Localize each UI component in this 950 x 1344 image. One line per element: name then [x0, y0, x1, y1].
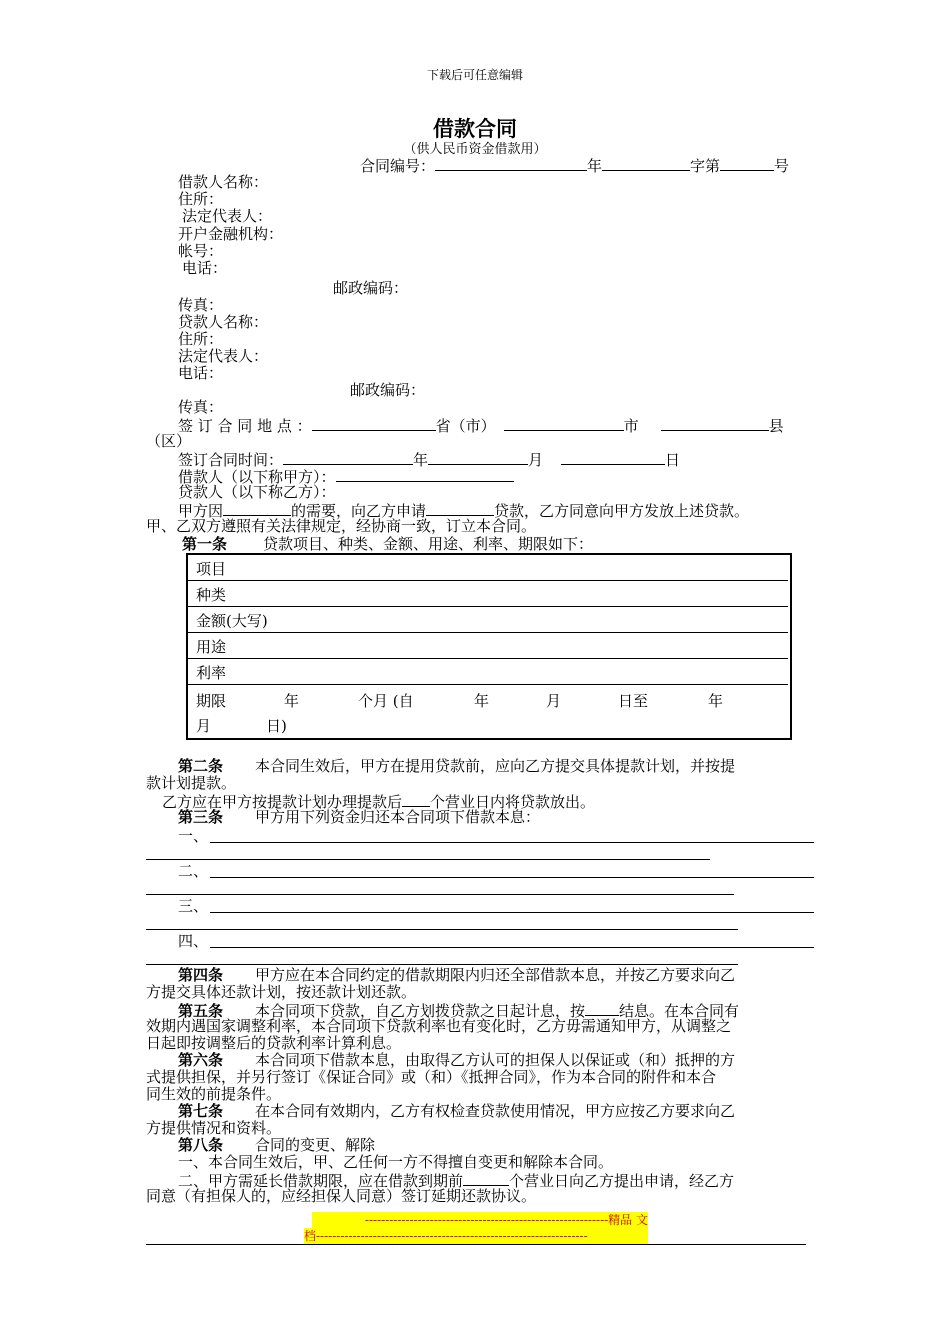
sign-county: 县	[768, 417, 784, 435]
borrower-bank-label: 开户金融机构：	[178, 225, 284, 243]
sign-province: 省（市）	[435, 417, 496, 435]
header-note: 下载后可任意编辑	[426, 68, 523, 82]
disbursement-days-blank[interactable]	[402, 792, 430, 807]
preamble-text-1: 甲方因	[178, 502, 224, 520]
article-6-line-2: 式提供担保，并另行签订《保证合同》或（和）《抵押合同》，作为本合同的附件和本合	[146, 1068, 717, 1086]
table-label-type: 种类	[196, 586, 227, 604]
article-4-text-1: 甲方应在本合同约定的借款期限内归还全部借款本息，并按乙方要求向乙	[255, 966, 736, 984]
article-8-text-2b: 个营业日向乙方提出申请，经乙方	[509, 1172, 735, 1190]
table-label-use: 用途	[196, 638, 227, 656]
article-5-line-3: 日起即按调整后的贷款利率计算利息。	[146, 1034, 402, 1052]
article-3-title: 第三条	[178, 808, 224, 826]
table-row-term	[188, 685, 788, 735]
lender-postcode-label: 邮政编码：	[350, 381, 426, 399]
borrower-account-label: 帐号：	[178, 242, 224, 260]
table-label-rate: 利率	[196, 664, 227, 682]
table-label-item: 项目	[196, 560, 227, 578]
footer-rule	[146, 1244, 806, 1245]
article-7-text-1: 在本合同有效期内，乙方有权检查贷款使用情况，甲方应按乙方要求向乙	[255, 1102, 736, 1120]
repay-source-1-label: 一、	[178, 827, 209, 845]
party-a-blank[interactable]	[336, 467, 514, 482]
sign-day-blank[interactable]	[561, 450, 665, 465]
article-2-line-2: 款计划提款。	[146, 774, 237, 792]
repay-source-4-line[interactable]	[210, 947, 814, 948]
article-5-title: 第五条	[178, 1002, 224, 1020]
article-1	[182, 536, 593, 553]
preamble-text-3: 贷款，乙方同意向甲方发放上述贷款。	[494, 502, 750, 520]
article-1-title: 第一条	[182, 535, 228, 553]
sign-year: 年	[413, 451, 429, 469]
repay-source-3-label: 三、	[178, 897, 209, 915]
footer-banner-line-1: ------------------------------------------------------------精品 文	[312, 1212, 648, 1228]
table-label-amount: 金额(大写)	[196, 612, 268, 630]
preamble-line-2: 甲、乙双方遵照有关法律规定，经协商一致，订立本合同。	[146, 517, 537, 535]
repay-source-1-line-2[interactable]	[146, 859, 710, 860]
term-from-month: 月	[546, 692, 562, 710]
sign-year-blank[interactable]	[283, 450, 413, 465]
sign-district: （区）	[146, 432, 192, 450]
article-5-line-2: 效期内遇国家调整利率，本合同项下贷款利率也有变化时，乙方毋需通知甲方，从调整之	[146, 1017, 732, 1035]
contract-seq-blank[interactable]	[720, 156, 774, 171]
interest-settlement-blank[interactable]	[585, 1001, 619, 1016]
article-8-clause-1: 一、本合同生效后，甲、乙任何一方不得擅自变更和解除本合同。	[178, 1153, 614, 1171]
article-2-text-3b: 个营业日内将贷款放出。	[430, 793, 596, 811]
contract-no-year: 年	[587, 157, 603, 175]
party-b-label: 贷款人（以下称乙方）：	[178, 483, 336, 501]
repay-source-3-line[interactable]	[210, 912, 814, 913]
term-to-year: 年	[708, 692, 724, 710]
sign-city-blank[interactable]	[504, 416, 624, 431]
borrower-name-label: 借款人名称：	[178, 173, 269, 191]
sign-place-line	[178, 416, 784, 435]
repay-source-4-line-2[interactable]	[146, 964, 738, 965]
article-3	[178, 809, 540, 826]
sign-city: 市	[623, 417, 639, 435]
article-2-line-1	[178, 758, 735, 775]
article-1-text: 贷款项目、种类、金额、用途、利率、期限如下：	[263, 535, 594, 553]
sign-province-blank[interactable]	[312, 416, 436, 431]
term-from-year: 年	[474, 692, 490, 710]
sign-day: 日	[665, 451, 681, 469]
term-year: 年	[284, 692, 300, 710]
lender-phone-label: 电话：	[178, 364, 224, 382]
borrower-postcode-label: 邮政编码：	[333, 279, 409, 297]
article-4-title: 第四条	[178, 966, 224, 984]
borrower-legal-rep-label: 法定代表人：	[182, 207, 273, 225]
party-a-label: 借款人（以下称甲方）：	[178, 468, 336, 486]
article-5-text-1a: 本合同项下贷款，自乙方划拨贷款之日起计息，按	[255, 1002, 586, 1020]
term-from-day-to: 日至	[618, 692, 649, 710]
article-5-text-1b: 结息。在本合同有	[619, 1002, 740, 1020]
article-6-line-3: 同生效的前提条件。	[146, 1085, 282, 1103]
extension-days-blank[interactable]	[463, 1171, 509, 1186]
contract-no-suffix: 号	[774, 157, 790, 175]
borrower-fax-label: 传真：	[178, 296, 224, 314]
sign-month-blank[interactable]	[428, 450, 528, 465]
article-7-line-2: 方提供情况和资料。	[146, 1119, 282, 1137]
article-8-text-2a: 二、甲方需延长借款期限，应在借款到期前	[178, 1172, 464, 1190]
article-7-line-1	[178, 1103, 735, 1120]
repay-source-2-line[interactable]	[210, 877, 814, 878]
sign-time-label: 签订合同时间：	[178, 451, 284, 469]
table-row-rate	[188, 659, 788, 685]
article-3-text: 甲方用下列资金归还本合同项下借款本息：	[255, 808, 541, 826]
article-4-line-1	[178, 967, 735, 984]
article-6-title: 第六条	[178, 1051, 224, 1069]
article-6-text-1: 本合同项下借款本息，由取得乙方认可的担保人以保证或（和）抵押的方	[255, 1051, 736, 1069]
contract-no-label: 合同编号：	[360, 157, 436, 175]
term-months-from: 个月 (自	[358, 692, 414, 710]
sign-county-blank[interactable]	[661, 416, 769, 431]
article-8-text: 合同的变更、解除	[255, 1136, 376, 1154]
sign-month: 月	[528, 451, 544, 469]
article-7-title: 第七条	[178, 1102, 224, 1120]
article-8-title: 第八条	[178, 1136, 224, 1154]
lender-address-label: 住所：	[178, 330, 224, 348]
preamble-text-2: 的需要，向乙方申请	[291, 502, 427, 520]
article-2-text-3a: 乙方应在甲方按提款计划办理提款后	[162, 793, 403, 811]
repay-source-1-line[interactable]	[210, 842, 814, 843]
table-row-amount	[188, 607, 788, 633]
contract-year-blank[interactable]	[602, 156, 690, 171]
lender-name-label: 贷款人名称：	[178, 313, 269, 331]
term-label: 期限	[196, 692, 227, 710]
footer-banner-line-2: 档-------------------------------------------------------------------	[304, 1228, 648, 1244]
lender-legal-rep-label: 法定代表人：	[178, 347, 269, 365]
article-2-text-1: 本合同生效后，甲方在提用贷款前，应向乙方提交具体提款计划，并按提	[255, 757, 736, 775]
table-row-type	[188, 581, 788, 607]
table-row-item	[188, 555, 788, 581]
purpose-blank[interactable]	[223, 501, 291, 516]
page-title: 借款合同	[433, 117, 517, 141]
lender-fax-label: 传真：	[178, 398, 224, 416]
article-8-line-1	[178, 1137, 375, 1154]
article-8-clause-3: 同意（有担保人的，应经担保人同意）签订延期还款协议。	[146, 1187, 537, 1205]
sign-place-label: 签 订 合 同 地 点 ：	[178, 417, 312, 435]
subtitle: （供人民币资金借款用）	[403, 142, 547, 157]
borrower-address-label: 住所：	[178, 190, 224, 208]
contract-no-word: 字第	[690, 157, 721, 175]
borrower-phone-label: 电话：	[182, 259, 228, 277]
term-to-day: 日)	[266, 717, 287, 735]
loan-type-blank[interactable]	[426, 501, 494, 516]
contract-number-line	[360, 156, 789, 175]
repay-source-3-line-2[interactable]	[146, 929, 738, 930]
term-to-month: 月	[196, 717, 212, 735]
contract-no-blank[interactable]	[435, 156, 587, 171]
repay-source-2-label: 二、	[178, 862, 209, 880]
article-4-line-2: 方提交具体还款计划，按还款计划还款。	[146, 983, 417, 1001]
article-6-line-1	[178, 1052, 735, 1069]
table-row-use	[188, 633, 788, 659]
repay-source-2-line-2[interactable]	[146, 894, 734, 895]
article-2-title: 第二条	[178, 757, 224, 775]
repay-source-4-label: 四、	[178, 932, 209, 950]
